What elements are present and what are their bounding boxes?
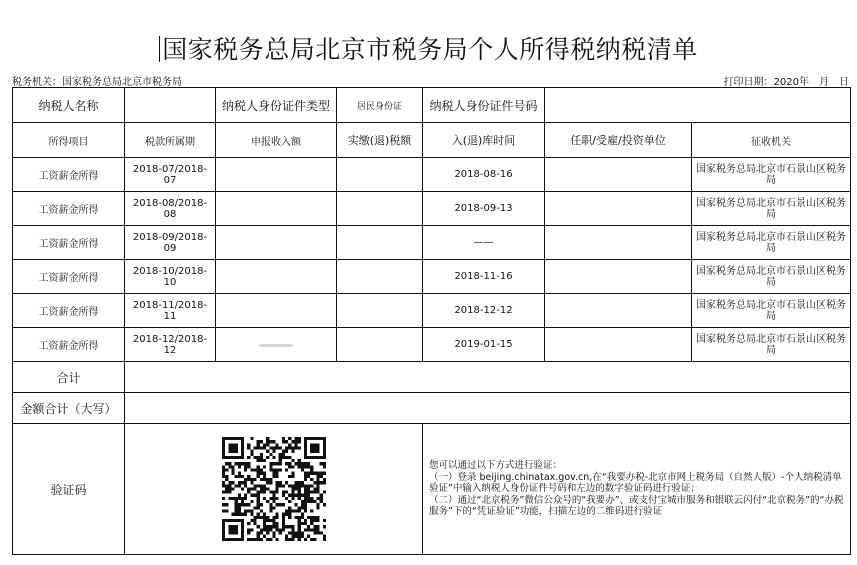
verification-intro: 您可以通过以下方式进行验证：: [429, 460, 563, 472]
col-header-date: 入(退)库时间: [423, 123, 545, 158]
row-office: 国家税务总局北京市石景山区税务局: [692, 260, 851, 294]
table-row: [13, 294, 851, 328]
row-date: 2018-11-16: [423, 260, 545, 294]
row-employer: [545, 260, 692, 294]
row-employer: [545, 158, 692, 192]
id-number-label: 纳税人身份证件号码: [423, 88, 545, 123]
sum-row: [13, 362, 851, 393]
row-income: [216, 192, 337, 226]
tax-list-table: [12, 87, 851, 555]
document-title: 国家税务总局北京市税务局个人所得税纳税清单: [0, 30, 857, 66]
row-date: 2019-01-15: [423, 328, 545, 362]
text-cursor: [159, 36, 160, 62]
row-office: 国家税务总局北京市石景山区税务局: [692, 158, 851, 192]
row-income: [216, 328, 337, 362]
row-period: 2018-07/2018-07: [125, 158, 216, 192]
row-period: 2018-08/2018-08: [125, 192, 216, 226]
row-period: 2018-12/2018-12: [125, 328, 216, 362]
row-tax: [337, 260, 423, 294]
col-header-tax: 实缴(退)税额: [337, 123, 423, 158]
row-office: 国家税务总局北京市石景山区税务局: [692, 328, 851, 362]
row-income: [216, 294, 337, 328]
verification-row: [13, 424, 851, 555]
taxpayer-name-value: [125, 88, 216, 123]
row-employer: [545, 192, 692, 226]
row-tax: [337, 294, 423, 328]
tax-authority-line: 税务机关：国家税务总局北京市税务局: [12, 77, 182, 88]
sum-label: 合计: [13, 362, 125, 393]
row-tax: [337, 328, 423, 362]
row-date: 2018-08-16: [423, 158, 545, 192]
col-header-period: 税款所属期: [125, 123, 216, 158]
row-income: [216, 226, 337, 260]
col-header-office: 征收机关: [692, 123, 851, 158]
column-header-row: [13, 123, 851, 158]
col-header-item: 所得项目: [13, 123, 125, 158]
print-date-line: 打印日期：2020年 月 日: [723, 77, 849, 88]
row-item: 工资薪金所得: [13, 192, 125, 226]
row-date: 2018-12-12: [423, 294, 545, 328]
qr-cell: [125, 424, 423, 555]
row-period: 2018-11/2018-11: [125, 294, 216, 328]
col-header-employer: 任职/受雇/投资单位: [545, 123, 692, 158]
row-date: ——: [423, 226, 545, 260]
verification-label: 验证码: [13, 424, 125, 555]
id-type-value: 居民身份证: [337, 88, 423, 123]
table-row: [13, 328, 851, 362]
capital-sum-row: [13, 393, 851, 424]
verification-method-2: （二）通过“北京税务”微信公众号的“我要办”、或支付宝城市服务和银联云闪付“北京税务”的“办税服务”下的“凭证验证”功能，扫描左边的二维码进行验证: [429, 494, 844, 518]
row-item: 工资薪金所得: [13, 260, 125, 294]
col-header-income: 申报收入额: [216, 123, 337, 158]
sum-value: [125, 362, 851, 393]
redacted-mark: [259, 344, 293, 347]
taxpayer-info-row: [13, 88, 851, 123]
table-row: [13, 158, 851, 192]
row-tax: [337, 226, 423, 260]
row-period: 2018-10/2018-10: [125, 260, 216, 294]
table-row: [13, 226, 851, 260]
row-office: 国家税务总局北京市石景山区税务局: [692, 226, 851, 260]
table-row: [13, 260, 851, 294]
verification-method-1: （一）登录 beijing.chinatax.gov.cn,在“我要办税-北京市网上税务局（自然人版）-个人纳税清单验证”中输入纳税人身份证件号码和左边的数字验证码进行验证；: [429, 471, 842, 495]
id-type-label: 纳税人身份证件类型: [216, 88, 337, 123]
capital-sum-value: [125, 393, 851, 424]
row-employer: [545, 226, 692, 260]
table-row: [13, 192, 851, 226]
row-employer: [545, 294, 692, 328]
row-office: 国家税务总局北京市石景山区税务局: [692, 192, 851, 226]
row-item: 工资薪金所得: [13, 328, 125, 362]
id-number-value: [545, 88, 851, 123]
row-item: 工资薪金所得: [13, 294, 125, 328]
row-date: 2018-09-13: [423, 192, 545, 226]
row-office: 国家税务总局北京市石景山区税务局: [692, 294, 851, 328]
row-income: [216, 158, 337, 192]
qr-code-icon[interactable]: [222, 437, 326, 541]
row-income: [216, 260, 337, 294]
row-period: 2018-09/2018-09: [125, 226, 216, 260]
taxpayer-name-label: 纳税人名称: [13, 88, 125, 123]
row-item: 工资薪金所得: [13, 158, 125, 192]
row-tax: [337, 158, 423, 192]
verification-instructions: [423, 424, 851, 555]
row-tax: [337, 192, 423, 226]
row-item: 工资薪金所得: [13, 226, 125, 260]
capital-sum-label: 金额合计（大写）: [13, 393, 125, 424]
row-employer: [545, 328, 692, 362]
